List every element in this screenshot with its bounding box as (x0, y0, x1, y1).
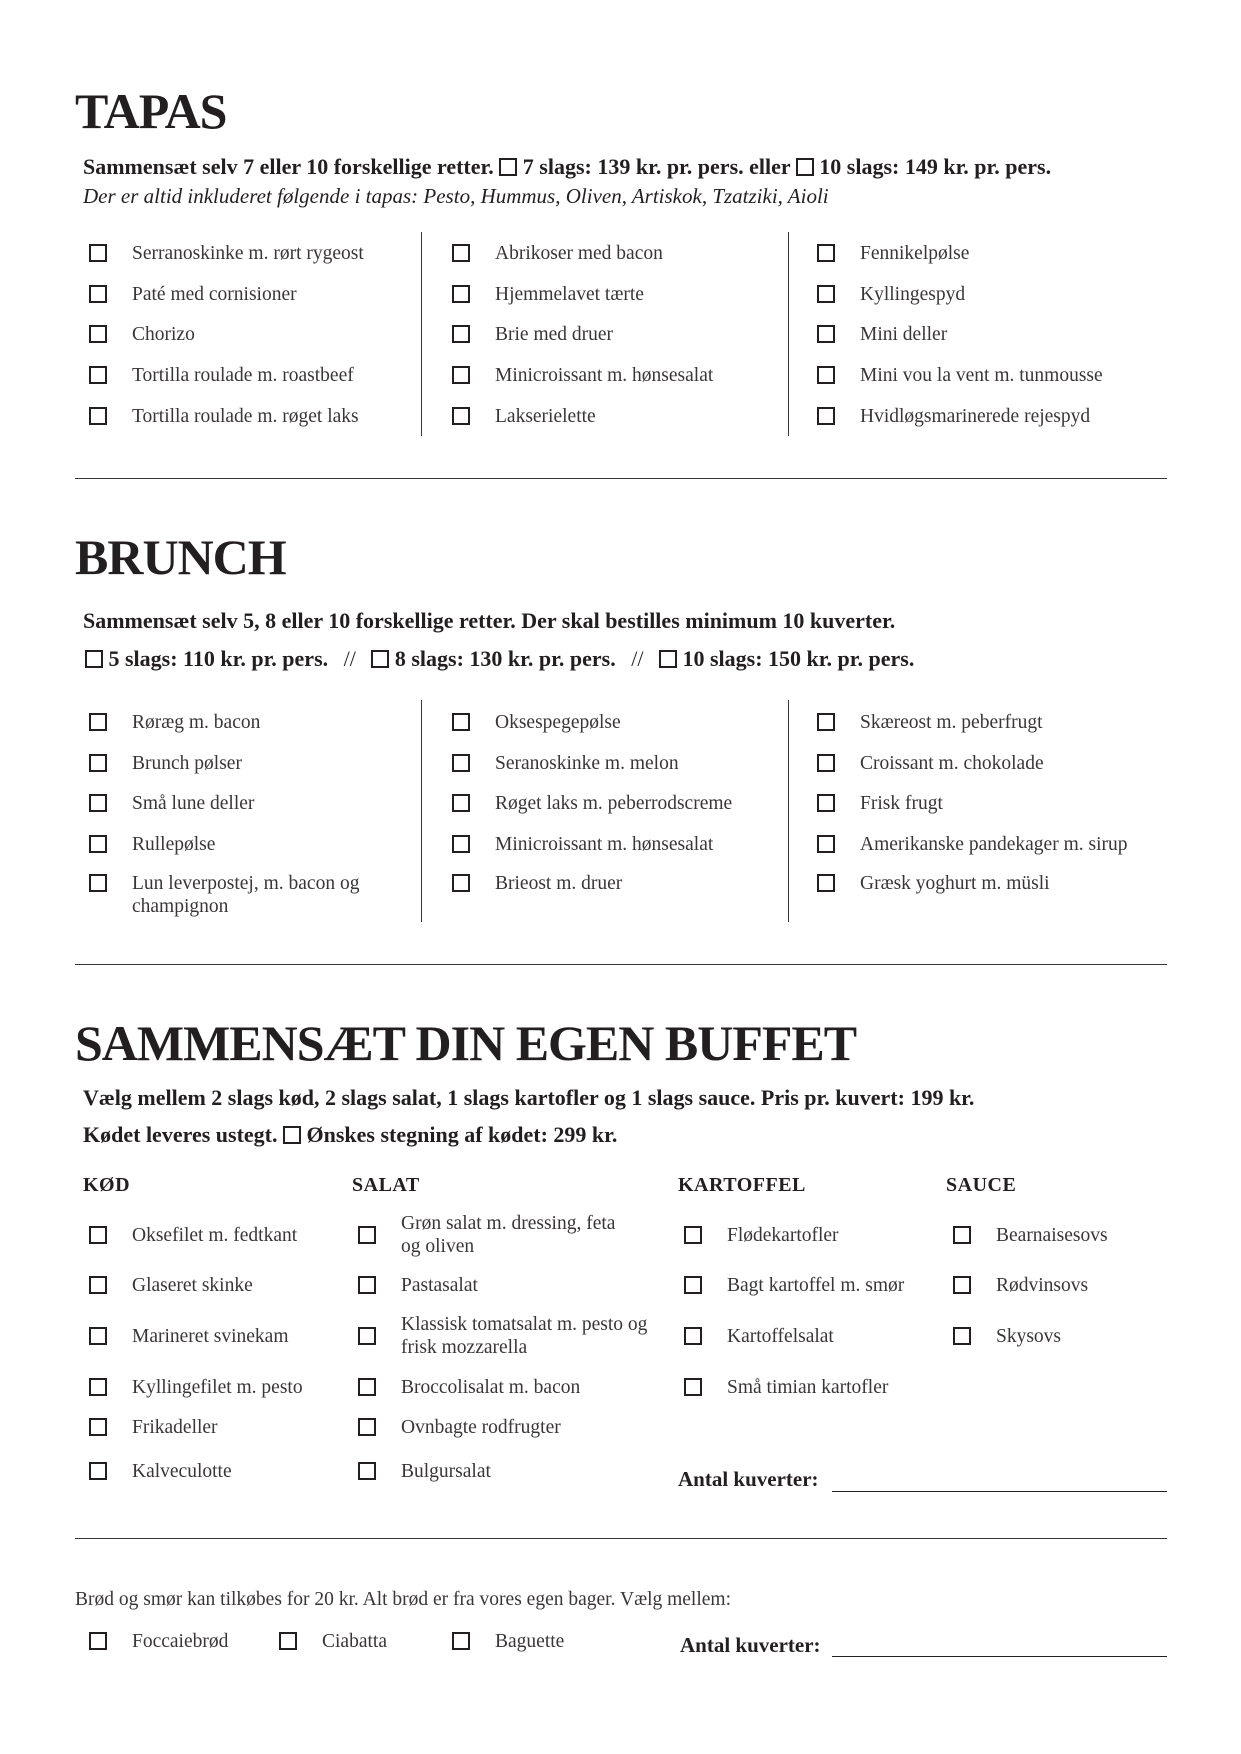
checkbox[interactable] (89, 366, 107, 384)
item-label: Klassisk tomatsalat m. pesto og frisk mozzarella (401, 1314, 648, 1358)
tapas-item[interactable] (452, 323, 613, 346)
item-label: Græsk yoghurt m. müsli (860, 873, 1050, 894)
checkbox[interactable] (953, 1327, 971, 1345)
checkbox[interactable] (89, 1276, 107, 1294)
item-label: Brie med druer (495, 324, 614, 345)
tapas-item[interactable] (452, 364, 713, 387)
checkbox[interactable] (684, 1327, 702, 1345)
salat-item[interactable] (358, 1416, 561, 1439)
brunch-5-label: 5 slags: 110 kr. pr. pers. (108, 646, 329, 671)
checkbox[interactable] (89, 244, 107, 262)
buffet-title: SAMMENSÆT DIN EGEN BUFFET (75, 1015, 857, 1071)
kod-item[interactable] (89, 1224, 297, 1247)
item-label: Brieost m. druer (495, 873, 623, 894)
salat-item[interactable] (358, 1212, 621, 1258)
tapas-10-label: 10 slags: 149 kr. pr. pers. (819, 154, 1052, 179)
item-label: Tortilla roulade m. roastbeef (132, 365, 354, 386)
tapas-10-checkbox[interactable] (796, 158, 814, 176)
checkbox[interactable] (89, 713, 107, 731)
brunch-item[interactable] (817, 711, 1043, 734)
bread-intro: Brød og smør kan tilkøbes for 20 kr. Alt brød er fra vores egen bager. Vælg mellem: (75, 1589, 732, 1610)
item-label: Tortilla roulade m. røget laks (132, 406, 359, 427)
stegning-label: Ønskes stegning af kødet: 299 kr. (306, 1122, 618, 1147)
item-label: Abrikoser med bacon (495, 243, 663, 264)
checkbox[interactable] (358, 1276, 376, 1294)
item-label: Bulgursalat (401, 1461, 491, 1482)
tapas-item[interactable] (817, 364, 1103, 387)
item-label: Paté med cornisioner (132, 284, 297, 305)
salat-item[interactable] (358, 1460, 491, 1483)
brunch-item[interactable] (89, 792, 254, 815)
checkbox[interactable] (89, 794, 107, 812)
tapas-7-checkbox[interactable] (499, 158, 517, 176)
brunch-item[interactable] (817, 833, 1128, 856)
checkbox[interactable] (452, 713, 470, 731)
sauce-item[interactable] (953, 1224, 1108, 1247)
column-divider (788, 232, 789, 436)
item-label: Seranoskinke m. melon (495, 753, 679, 774)
checkbox[interactable] (89, 285, 107, 303)
checkbox[interactable] (452, 1632, 470, 1650)
checkbox[interactable] (89, 407, 107, 425)
item-label: Kartoffelsalat (727, 1326, 834, 1347)
tapas-item[interactable] (452, 405, 596, 428)
tapas-item[interactable] (452, 283, 644, 306)
brunch-item[interactable] (89, 872, 392, 918)
tapas-item[interactable] (89, 364, 354, 387)
item-label: Lakserielette (495, 406, 596, 427)
kod-item[interactable] (89, 1376, 303, 1399)
bread-option[interactable] (452, 1630, 564, 1653)
item-label: Ciabatta (322, 1631, 387, 1652)
column-divider (421, 700, 422, 922)
brunch-item[interactable] (452, 872, 622, 895)
checkbox[interactable] (89, 835, 107, 853)
tapas-item[interactable] (817, 283, 965, 306)
item-label: Kyllingefilet m. pesto (132, 1377, 303, 1398)
checkbox[interactable] (358, 1327, 376, 1345)
bread-antal-field[interactable] (832, 1656, 1167, 1657)
checkbox[interactable] (817, 407, 835, 425)
item-label: Kyllingespyd (860, 284, 966, 305)
checkbox[interactable] (684, 1226, 702, 1244)
brunch-item[interactable] (452, 711, 621, 734)
stegning-checkbox[interactable] (283, 1126, 301, 1144)
buffet-antal-label: Antal kuverter: (678, 1467, 819, 1491)
checkbox[interactable] (452, 325, 470, 343)
checkbox[interactable] (817, 713, 835, 731)
item-label: Hvidløgsmarinerede rejespyd (860, 406, 1091, 427)
checkbox[interactable] (452, 244, 470, 262)
brunch-item[interactable] (452, 833, 713, 856)
kartoffel-item[interactable] (684, 1224, 839, 1247)
tapas-title: TAPAS (75, 83, 227, 139)
kod-item[interactable] (89, 1325, 289, 1348)
checkbox[interactable] (817, 285, 835, 303)
salat-item[interactable] (358, 1376, 580, 1399)
item-label: Croissant m. chokolade (860, 753, 1044, 774)
item-label: Små lune deller (132, 793, 255, 814)
item-label: Broccolisalat m. bacon (401, 1377, 581, 1398)
item-label: Kalveculotte (132, 1461, 232, 1482)
buffet-stegning-line (83, 1124, 617, 1146)
item-label: Bearnaisesovs (996, 1225, 1108, 1246)
item-label: Lun leverpostej, m. bacon og champignon (132, 873, 360, 917)
brunch-title: BRUNCH (75, 529, 286, 585)
tapas-item[interactable] (89, 242, 364, 265)
checkbox[interactable] (89, 325, 107, 343)
item-label: Amerikanske pandekager m. sirup (860, 834, 1128, 855)
item-label: Skysovs (996, 1326, 1062, 1347)
item-label: Røget laks m. peberrodscreme (495, 793, 733, 814)
item-label: Brunch pølser (132, 753, 242, 774)
item-label: Skæreost m. peberfrugt (860, 712, 1043, 733)
bread-option[interactable] (89, 1630, 228, 1653)
checkbox[interactable] (89, 1462, 107, 1480)
item-label: Ovnbagte rodfrugter (401, 1417, 561, 1438)
checkbox[interactable] (358, 1462, 376, 1480)
checkbox[interactable] (452, 835, 470, 853)
tapas-intro-line (83, 156, 1051, 178)
item-label: Mini deller (860, 324, 948, 345)
sauce-item[interactable] (953, 1274, 1088, 1297)
item-label: Foccaiebrød (132, 1631, 229, 1652)
item-label: Rullepølse (132, 834, 216, 855)
column-divider (421, 232, 422, 436)
section-divider (75, 964, 1167, 965)
item-label: Pastasalat (401, 1275, 478, 1296)
bread-option[interactable] (279, 1630, 387, 1653)
checkbox[interactable] (452, 366, 470, 384)
checkbox[interactable] (452, 754, 470, 772)
tapas-item[interactable] (817, 242, 969, 265)
item-label: Oksefilet m. fedtkant (132, 1225, 298, 1246)
item-label: Serranoskinke m. rørt rygeost (132, 243, 364, 264)
item-label: Hjemmelavet tærte (495, 284, 644, 305)
buffet-antal-field[interactable] (832, 1491, 1167, 1492)
salat-header: SALAT (352, 1174, 420, 1196)
checkbox[interactable] (358, 1378, 376, 1396)
section-divider (75, 1538, 1167, 1539)
item-label: Fennikelpølse (860, 243, 970, 264)
checkbox[interactable] (953, 1276, 971, 1294)
checkbox[interactable] (89, 1418, 107, 1436)
salat-item[interactable] (358, 1274, 478, 1297)
kod-item[interactable] (89, 1460, 232, 1483)
item-label: Mini vou la vent m. tunmousse (860, 365, 1103, 386)
section-divider (75, 478, 1167, 479)
sauce-item[interactable] (953, 1325, 1061, 1348)
brunch-item[interactable] (817, 792, 943, 815)
item-label: Frikadeller (132, 1417, 218, 1438)
checkbox[interactable] (89, 754, 107, 772)
buffet-ustegt: Kødet leveres ustegt. (83, 1122, 278, 1147)
sauce-header: SAUCE (946, 1174, 1017, 1196)
tapas-7-label: 7 slags: 139 kr. pr. pers. eller (522, 154, 791, 179)
brunch-item[interactable] (817, 752, 1044, 775)
checkbox[interactable] (452, 794, 470, 812)
brunch-10-checkbox[interactable] (659, 650, 677, 668)
kartoffel-item[interactable] (684, 1325, 834, 1348)
brunch-options (85, 648, 914, 670)
separator: // (343, 646, 356, 671)
brunch-item[interactable] (89, 711, 260, 734)
brunch-8-checkbox[interactable] (371, 650, 389, 668)
item-label: Baguette (495, 1631, 565, 1652)
separator: // (631, 646, 644, 671)
checkbox[interactable] (452, 285, 470, 303)
tapas-item[interactable] (89, 323, 195, 346)
checkbox[interactable] (817, 794, 835, 812)
checkbox[interactable] (684, 1276, 702, 1294)
kartoffel-item[interactable] (684, 1376, 888, 1399)
checkbox[interactable] (817, 835, 835, 853)
checkbox[interactable] (89, 1378, 107, 1396)
checkbox[interactable] (817, 366, 835, 384)
checkbox[interactable] (89, 1327, 107, 1345)
tapas-included: Der er altid inkluderet følgende i tapas: Pesto, Hummus, Oliven, Artiskok, Tzatziki, Aioli (83, 184, 829, 208)
brunch-item[interactable] (452, 792, 732, 815)
checkbox[interactable] (817, 754, 835, 772)
checkbox[interactable] (279, 1632, 297, 1650)
column-divider (788, 700, 789, 922)
buffet-intro: Vælg mellem 2 slags kød, 2 slags salat, 1 slags kartofler og 1 slags sauce. Pris pr. kuvert: 199 kr. (83, 1085, 975, 1110)
item-label: Røræg m. bacon (132, 712, 261, 733)
checkbox[interactable] (89, 874, 107, 892)
checkbox[interactable] (953, 1226, 971, 1244)
item-label: Bagt kartoffel m. smør (727, 1275, 905, 1296)
tapas-item[interactable] (452, 242, 663, 265)
brunch-intro: Sammensæt selv 5, 8 eller 10 forskellige retter. Der skal bestilles minimum 10 kuverter. (83, 608, 896, 633)
brunch-8-label: 8 slags: 130 kr. pr. pers. (394, 646, 616, 671)
brunch-item[interactable] (89, 833, 215, 856)
checkbox[interactable] (89, 1632, 107, 1650)
brunch-10-label: 10 slags: 150 kr. pr. pers. (682, 646, 915, 671)
kartoffel-item[interactable] (684, 1274, 904, 1297)
checkbox[interactable] (817, 874, 835, 892)
item-label: Flødekartofler (727, 1225, 839, 1246)
item-label: Glaseret skinke (132, 1275, 253, 1296)
item-label: Oksespegepølse (495, 712, 621, 733)
brunch-item[interactable] (89, 752, 242, 775)
item-label: Frisk frugt (860, 793, 943, 814)
bread-antal-label: Antal kuverter: (680, 1633, 821, 1657)
brunch-item[interactable] (817, 872, 1050, 895)
item-label: Minicroissant m. hønsesalat (495, 834, 714, 855)
checkbox[interactable] (358, 1418, 376, 1436)
checkbox[interactable] (817, 244, 835, 262)
tapas-item[interactable] (817, 323, 947, 346)
item-label: Marineret svinekam (132, 1326, 289, 1347)
item-label: Grøn salat m. dressing, feta og oliven (401, 1213, 616, 1257)
item-label: Chorizo (132, 324, 195, 345)
checkbox[interactable] (89, 1226, 107, 1244)
kod-item[interactable] (89, 1416, 218, 1439)
kod-header: KØD (83, 1174, 131, 1196)
tapas-intro: Sammensæt selv 7 eller 10 forskellige retter. (83, 154, 494, 179)
item-label: Minicroissant m. hønsesalat (495, 365, 714, 386)
checkbox[interactable] (452, 874, 470, 892)
checkbox[interactable] (358, 1226, 376, 1244)
tapas-item[interactable] (89, 405, 359, 428)
kartoffel-header: KARTOFFEL (678, 1174, 806, 1196)
tapas-item[interactable] (89, 283, 297, 306)
salat-item[interactable] (358, 1313, 651, 1359)
brunch-item[interactable] (452, 752, 679, 775)
tapas-item[interactable] (817, 405, 1090, 428)
checkbox[interactable] (452, 407, 470, 425)
checkbox[interactable] (684, 1378, 702, 1396)
brunch-5-checkbox[interactable] (85, 650, 103, 668)
item-label: Små timian kartofler (727, 1377, 889, 1398)
checkbox[interactable] (817, 325, 835, 343)
item-label: Rødvinsovs (996, 1275, 1089, 1296)
kod-item[interactable] (89, 1274, 253, 1297)
